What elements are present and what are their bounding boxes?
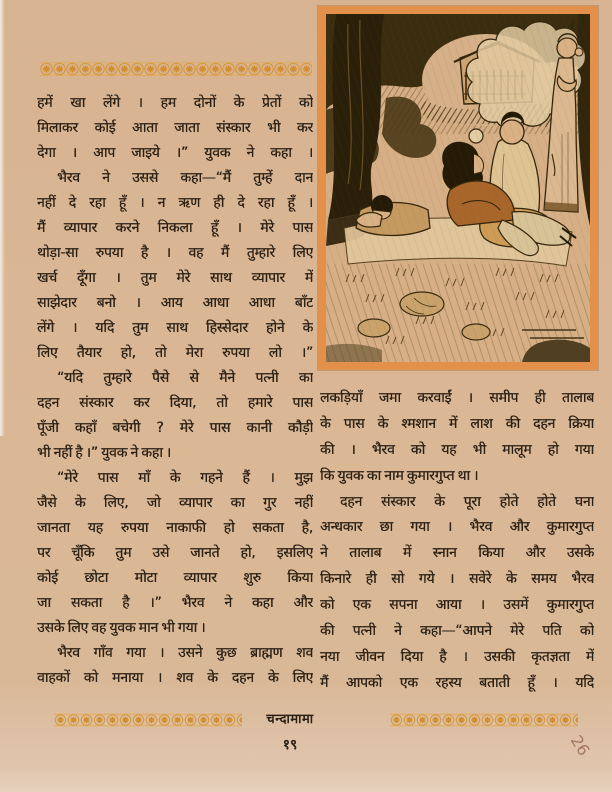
story-illustration (318, 6, 598, 370)
text-line: देगा । आप जाइये ।” युवक ने कहा । (37, 145, 313, 161)
text-line: जा सकता है ।” भैरव ने कहा और (37, 595, 313, 611)
text-line: जैसे के लिए, जो व्यापार का गुर नहीं (37, 495, 313, 511)
text-line: मिलाकर कोई आता जाता संस्कार भी कर (37, 120, 313, 136)
text-line: भैरव गाँव गया । उसने कुछ ब्राह्मण शव (57, 645, 313, 661)
text-line: भैरव ने उससे कहा—“मैं तुम्हें दान (57, 170, 313, 186)
text-line: उसके लिए वह युवक मान भी गया । (37, 620, 206, 636)
text-line: “यदि तुम्हारे पैसे से मैने पत्नी का (57, 370, 313, 386)
right-text-column (320, 386, 594, 697)
page-number: १९ (282, 737, 298, 753)
text-line: लकड़ियाँ जमा करवाईं । समीप ही तालाब (320, 390, 594, 406)
text-line: नहीं दे रहा हूँ । न ऋण ही दे रहा हूँ । (37, 195, 313, 211)
text-line: दहन संस्कार के पूरा होते होते घना (340, 493, 594, 510)
footer-right-ornament (390, 712, 578, 726)
text-line: जानता यह रुपया नाकाफी हो सकता है, (37, 520, 313, 536)
text-line: मैं व्यापार करने निकला हूँ । मेरे पास (37, 220, 313, 236)
text-line: ने तालाब में स्नान किया और उसके (320, 545, 594, 562)
forest-dream-scene-icon (326, 14, 590, 362)
text-line: अन्धकार छा गया । भैरव और कुमारगुप्त (320, 519, 594, 536)
text-line: कोई छोटा मोटा व्यापार शुरु किया (37, 570, 313, 586)
text-line: को एक सपना आया । उसमें कुमारगुप्त (320, 597, 594, 614)
text-line: दहन संस्कार कर दिया, तो हमारे पास (37, 395, 313, 411)
text-line: थोड़ा-सा रुपया है । वह मैं तुम्हारे लिए (37, 245, 313, 261)
pencil-mark: 26 (566, 731, 594, 760)
top-ornament-border (40, 61, 312, 77)
floral-chain-icon (390, 713, 578, 727)
text-line: पर चूँकि तुम उसे जानते हो, इसलिए (37, 545, 313, 561)
text-line: खर्च दूँगा । तुम मेरे साथ व्यापार में (37, 270, 313, 286)
text-line: मैं आपको एक रहस्य बताती हूँ । यदि (320, 674, 594, 691)
magazine-title: चन्दामामा (266, 712, 314, 727)
floral-chain-icon (54, 713, 242, 727)
text-line: “मेरे पास माँ के गहने हैं । मुझ (57, 470, 313, 486)
text-line: कि युवक का नाम कुमारगुप्त था । (320, 467, 479, 484)
left-text-column (37, 91, 313, 691)
text-line: की पत्नी ने कहा—“आपने मेरे पति को (320, 623, 594, 640)
floral-chain-icon (40, 61, 312, 77)
text-line: लिए तैयार हो, तो मेरा रुपया लो ।” (37, 345, 313, 361)
text-line: की । भैरव को यह भी मालूम हो गया (320, 441, 594, 458)
text-line: हमें खा लेंगे । हम दोनों के प्रेतों को (37, 95, 313, 111)
text-line: नया जीवन दिया है । उसकी कृतज्ञता में (320, 648, 594, 665)
text-line: भी नहीं है ।” युवक ने कहा । (37, 445, 171, 461)
text-line: वाहकों को मनाया । शव के दहन के लिए (37, 670, 313, 686)
text-line: के पास के श्मशान में लाश की दहन क्रिया (320, 415, 594, 432)
footer-left-ornament (54, 712, 242, 726)
text-line: पूँजी कहाँ बचेगी ? मेरे पास कानी कौड़ी (37, 420, 313, 436)
text-line: साझेदार बनो । आय आधा आधा बाँट (37, 295, 313, 311)
text-line: लेंगे । यदि तुम साथ हिस्सेदार होने के (37, 320, 313, 336)
text-line: किनारे ही सो गये । सवेरे के समय भैरव (320, 571, 594, 588)
